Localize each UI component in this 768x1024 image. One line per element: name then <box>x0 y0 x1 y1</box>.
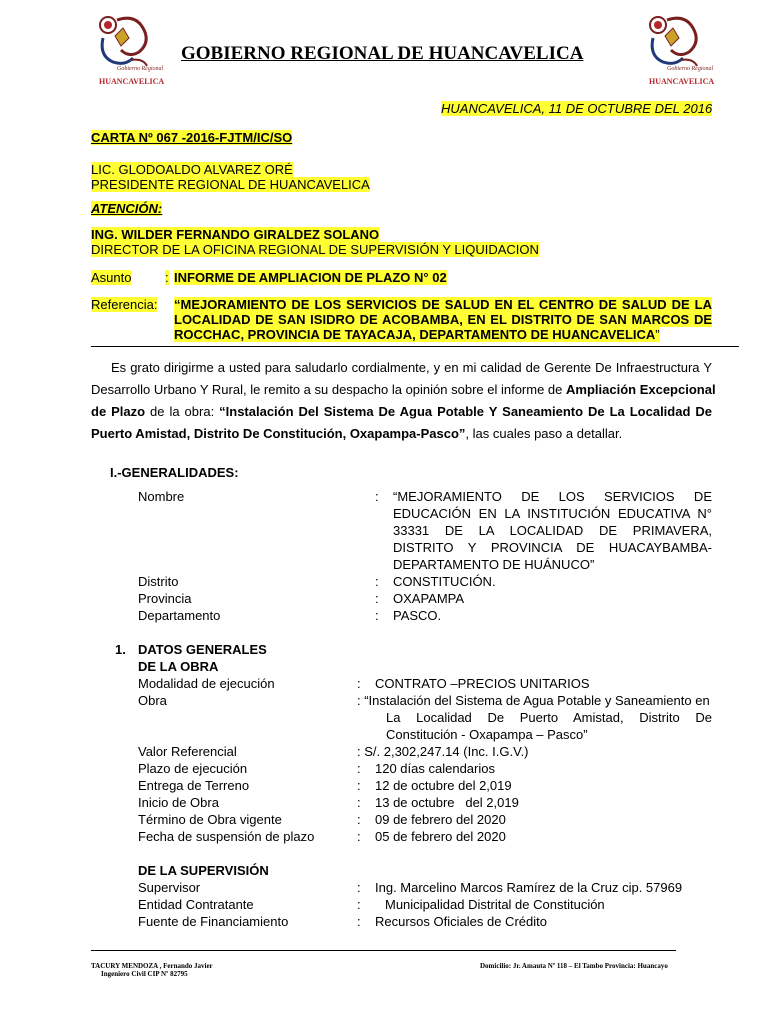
body-line-3-text: de la obra: <box>145 404 220 419</box>
termino-label: Término de Obra vigente <box>138 812 282 827</box>
attention-name: ING. WILDER FERNANDO GIRALDEZ SOLANO <box>91 227 380 242</box>
provincia-label: Provincia <box>138 591 192 606</box>
entrega-label: Entrega de Terreno <box>138 778 250 793</box>
obra-line-1: : “Instalación del Sistema de Agua Potable y Saneamiento en <box>357 693 710 708</box>
subject-separator: : <box>165 270 169 285</box>
nombre-line-3: 33331 DE LA LOCALIDAD DE PRIMAVERA, <box>393 523 712 538</box>
footer-cip: Ingeniero Civil CIP Nº 82795 <box>101 970 188 978</box>
date-line: HUANCAVELICA, 11 DE OCTUBRE DEL 2016 <box>441 101 713 116</box>
logo-caption-2-right: HUANCAVELICA <box>649 77 715 86</box>
body-line-4-text: , las cuales paso a detallar. <box>465 426 623 441</box>
nombre-label: Nombre <box>138 489 185 504</box>
modalidad-value: CONTRATO –PRECIOS UNITARIOS <box>375 676 590 691</box>
nombre-line-4: DISTRITO Y PROVINCIA DE HUACAYBAMBA- <box>393 540 712 555</box>
valor-label: Valor Referencial <box>138 744 237 759</box>
body-line-2-bold: Ampliación Excepcional <box>566 382 716 397</box>
datos-number: 1. <box>115 642 126 657</box>
termino-value: 09 de febrero del 2020 <box>375 812 506 827</box>
logo-caption-1-right: Gobierno Regional <box>667 66 714 72</box>
reference-line-3-text: ROCCHAC, PROVINCIA DE TAYACAJA, DEPARTAMENTO DE HUANCAVELICA <box>174 327 656 342</box>
fuente-value: Recursos Oficiales de Crédito <box>375 914 547 929</box>
body-line-3 <box>91 404 712 419</box>
reference-line-1: “MEJORAMIENTO DE LOS SERVICIOS DE SALUD EN EL CENTRO DE SALUD DE LA <box>174 297 712 312</box>
departamento-separator: : <box>375 608 379 623</box>
nombre-line-1: “MEJORAMIENTO DE LOS SERVICIOS DE <box>393 489 712 504</box>
obra-label: Obra <box>138 693 167 708</box>
entidad-separator: : <box>357 897 361 912</box>
departamento-label: Departamento <box>138 608 221 623</box>
entrega-separator: : <box>357 778 361 793</box>
suspension-value: 05 de febrero del 2020 <box>375 829 506 844</box>
footer-author: TACURY MENDOZA , Fernando Javier <box>91 962 213 970</box>
subject-label: Asunto <box>91 270 132 285</box>
nombre-line-5: DEPARTAMENTO DE HUÁNUCO” <box>393 557 595 572</box>
provincia-separator: : <box>375 591 379 606</box>
footer-line <box>91 950 676 951</box>
entidad-label: Entidad Contratante <box>138 897 254 912</box>
obra-line-3: Constitución - Oxapampa – Pasco” <box>386 727 588 742</box>
body-line-2 <box>91 382 716 397</box>
body-line-4-work: Puerto Amistad, Distrito De Constitución, Oxapampa-Pasco” <box>91 426 466 441</box>
logo-caption-2: HUANCAVELICA <box>99 77 165 86</box>
obra-line-2: La Localidad De Puerto Amistad, Distrito De <box>386 710 712 725</box>
plazo-label: Plazo de ejecución <box>138 761 248 776</box>
suspension-label: Fecha de suspensión de plazo <box>138 829 315 844</box>
reference-line-3 <box>174 327 660 342</box>
subject-value: INFORME DE AMPLIACION DE PLAZO N° 02 <box>174 270 447 285</box>
nombre-separator: : <box>375 489 379 504</box>
nombre-line-2: EDUCACIÓN EN LA INSTITUCIÓN EDUCATIVA N° <box>393 506 712 521</box>
regional-logo-right <box>645 14 715 88</box>
distrito-separator: : <box>375 574 379 589</box>
regional-logo-left <box>95 14 165 88</box>
reference-line-2: LOCALIDAD DE SAN ISIDRO DE ACOBAMBA, EN EL DISTRITO DE SAN MARCOS DE <box>174 312 712 327</box>
inicio-separator: : <box>357 795 361 810</box>
supervisor-separator: : <box>357 880 361 895</box>
distrito-value: CONSTITUCIÓN. <box>393 574 496 589</box>
plazo-separator: : <box>357 761 361 776</box>
body-line-3-work: “Instalación Del Sistema De Agua Potable Y Saneamiento De La Localidad De <box>219 404 712 419</box>
body-line-4 <box>91 426 622 441</box>
supervisor-label: Supervisor <box>138 880 201 895</box>
modalidad-label: Modalidad de ejecución <box>138 676 275 691</box>
letter-reference: CARTA Nº 067 -2016-FJTM/IC/SO <box>91 130 293 145</box>
fuente-label: Fuente de Financiamiento <box>138 914 289 929</box>
generalidades-heading: I.-GENERALIDADES: <box>110 465 239 480</box>
body-line-3-bold: de Plazo <box>91 404 146 419</box>
modalidad-separator: : <box>357 676 361 691</box>
supervisor-value: Ing. Marcelino Marcos Ramírez de la Cruz cip. 57969 <box>375 880 683 895</box>
logo-caption-1: Gobierno Regional <box>117 66 164 72</box>
page-title: GOBIERNO REGIONAL DE HUANCAVELICA <box>181 43 584 64</box>
provincia-value: OXAPAMPA <box>393 591 465 606</box>
supervision-heading: DE LA SUPERVISIÓN <box>138 863 269 878</box>
datos-heading-1: DATOS GENERALES <box>138 642 267 657</box>
valor-value: : S/. 2,302,247.14 (Inc. I.G.V.) <box>357 744 529 759</box>
inicio-label: Inicio de Obra <box>138 795 219 810</box>
attention-label: ATENCIÓN: <box>91 201 163 216</box>
reference-closing-quote: ” <box>655 327 660 342</box>
plazo-value: 120 días calendarios <box>375 761 495 776</box>
separator-line <box>91 346 739 347</box>
recipient-name: LIC. GLODOALDO ALVAREZ ORÉ <box>91 162 293 177</box>
footer-address: Domicilio: Jr. Amauta Nº 118 – El Tambo Provincia: Huancayo <box>480 962 668 970</box>
attention-title: DIRECTOR DE LA OFICINA REGIONAL DE SUPERVISIÓN Y LIQUIDACION <box>91 242 539 257</box>
entidad-value: Municipalidad Distrital de Constitución <box>385 897 605 912</box>
distrito-label: Distrito <box>138 574 179 589</box>
body-line-2-text: Desarrollo Urbano Y Rural, le remito a su despacho la opinión sobre el informe de <box>91 382 567 397</box>
termino-separator: : <box>357 812 361 827</box>
suspension-separator: : <box>357 829 361 844</box>
departamento-value: PASCO. <box>393 608 442 623</box>
reference-label: Referencia: <box>91 297 158 312</box>
inicio-value: 13 de octubre del 2,019 <box>375 795 519 810</box>
recipient-title: PRESIDENTE REGIONAL DE HUANCAVELICA <box>91 177 370 192</box>
entrega-value: 12 de octubre del 2,019 <box>375 778 512 793</box>
fuente-separator: : <box>357 914 361 929</box>
body-line-1: Es grato dirigirme a usted para saludarlo cordialmente, y en mi calidad de Gerente De Infraestructura Y <box>111 360 712 375</box>
datos-heading-2: DE LA OBRA <box>138 659 219 674</box>
